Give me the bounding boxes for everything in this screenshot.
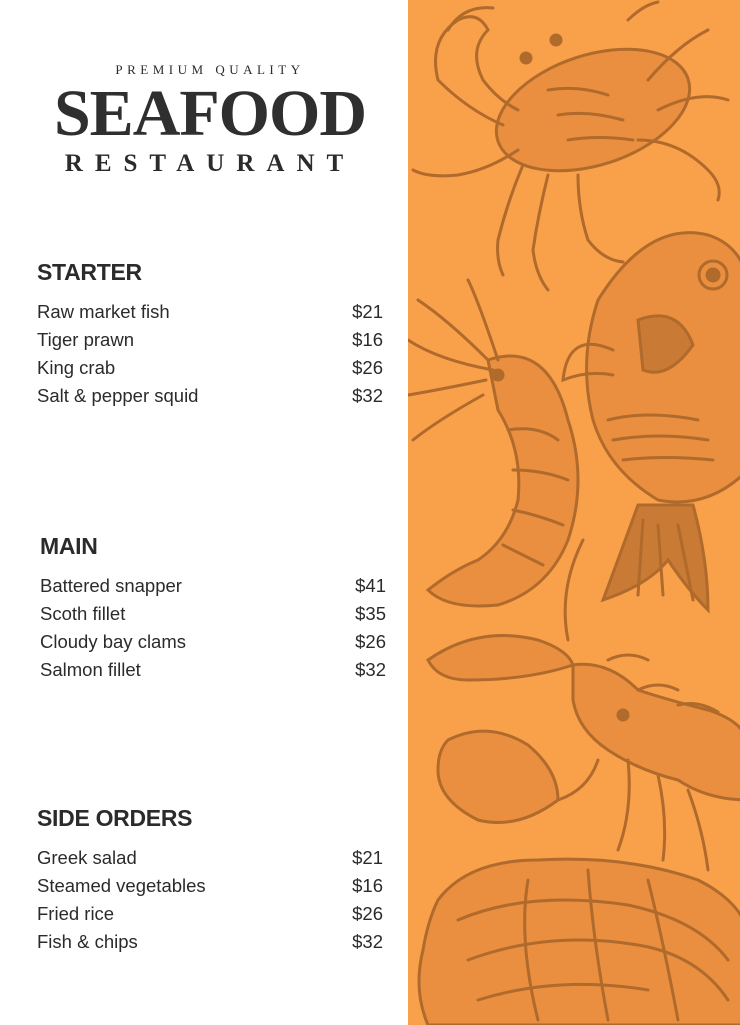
seafood-illustration [408,0,740,1025]
menu-item [37,872,383,900]
item-price: $16 [352,329,383,350]
menu-item [37,354,383,382]
item-name: Battered snapper [40,575,182,596]
item-price: $35 [355,603,386,624]
item-name: King crab [37,357,116,378]
item-price: $21 [352,847,383,868]
illustration-panel [408,0,740,1025]
item-price: $21 [352,301,383,322]
section-title: SIDE ORDERS [37,805,193,831]
item-name: Salt & pepper squid [37,385,199,406]
menu-item [37,844,383,872]
item-price: $26 [352,903,383,924]
menu-item [40,656,386,684]
menu-item [37,928,383,956]
menu-item [40,572,386,600]
item-name: Salmon fillet [40,659,141,680]
item-price: $41 [355,575,386,596]
item-price: $26 [355,631,386,652]
shrimp-illustration [408,280,578,606]
item-name: Fried rice [37,903,115,924]
menu-item [40,600,386,628]
section-title: MAIN [40,533,98,559]
header-eyebrow: PREMIUM QUALITY [115,62,305,77]
item-name: Tiger prawn [37,329,134,350]
item-price: $32 [355,659,386,680]
item-name: Cloudy bay clams [40,631,187,652]
item-name: Raw market fish [37,301,170,322]
oyster-illustration [419,859,740,1025]
item-name: Greek salad [37,847,137,868]
item-name: Steamed vegetables [37,875,206,896]
restaurant-subtitle: RESTAURANT [64,150,356,177]
restaurant-title: SEAFOOD [53,77,367,150]
section-starter [37,258,383,410]
fish-illustration [563,233,740,610]
item-name: Scoth fillet [40,603,126,624]
item-price: $32 [352,385,383,406]
item-price: $16 [352,875,383,896]
section-side-orders [37,804,383,956]
menu-item [37,382,383,410]
section-title: STARTER [37,259,142,285]
menu-item [40,628,386,656]
item-price: $32 [352,931,383,952]
menu-item [37,298,383,326]
menu-item [37,326,383,354]
item-price: $26 [352,357,383,378]
item-name: Fish & chips [37,931,138,952]
section-main [40,532,386,684]
menu-item [37,900,383,928]
